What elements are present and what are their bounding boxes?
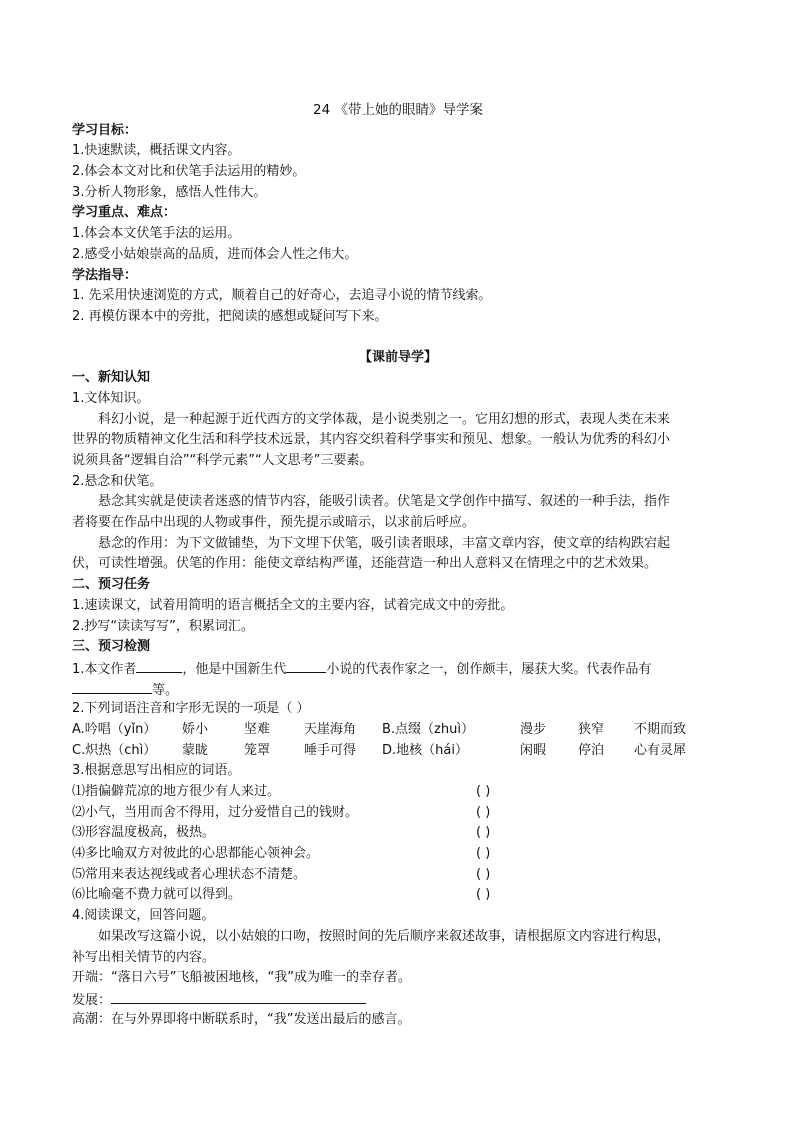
definition-item: ⑸常用来表达视线或者心理状态不清楚。 ( ) [72,865,724,886]
question-1-cont: 等。 [72,679,724,700]
option-word: 娇小 [182,721,209,737]
focus-item: 2.感受小姑娘崇高的品质，进而体会人性之伟大。 [72,246,358,262]
task-item: 1.速读课文，试着用简明的语言概括全文的主要内容，试着完成文中的旁批。 [72,597,514,613]
answer-parentheses[interactable]: ( ) [476,887,491,903]
answer-blank[interactable] [136,658,182,673]
preclass-title: 【课前导学】 [358,349,437,365]
option-row-a [72,720,724,741]
paragraph-line: 补写出相关情节的内容。 [72,949,216,965]
plot-development: 发展： [72,989,724,1010]
plot-climax: 高潮：在与外界即将中断联系时，“我”发送出最后的感言。 [72,1011,411,1027]
answer-parentheses[interactable]: ( ) [476,866,491,882]
paragraph-line: 伏，可读性增强。伏笔的作用：能使文章结构严谨，还能营造一种出人意料又在情理之中的艺术效果。 [72,556,658,572]
method-item: 2. 再模仿课本中的旁批，把阅读的感想或疑问写下来。 [72,308,388,324]
answer-parentheses[interactable]: ( ) [476,784,491,799]
question-4: 4.阅读课文，回答问题。 [72,908,215,924]
answer-blank[interactable] [72,679,152,694]
option-word: 不期而致 [634,721,687,737]
focus-item: 1.体会本文伏笔手法的运用。 [72,226,241,242]
option-word: 漫步 [520,721,547,737]
definition-item: ⑷多比喻双方对彼此的心思都能心领神会。 ( ) [72,844,724,865]
definition-item: ⑹比喻毫不费力就可以得到。 ( ) [72,885,724,906]
definition-item: ⑶形容温度极高，极热。 ( ) [72,823,724,844]
answer-parentheses[interactable]: ( ) [476,804,491,820]
goal-item: 2.体会本文对比和伏笔手法运用的精妙。 [72,164,306,180]
option-a[interactable]: A.吟唱（yǐn） [72,721,157,737]
page-title: 24 《带上她的眼睛》导学案 [313,102,483,118]
answer-parentheses[interactable]: ( ) [476,846,491,862]
option-word: 狭窄 [578,721,605,737]
answer-blank[interactable] [286,658,326,673]
plot-start: 开端：“落日六号”飞船被困地核，“我”成为唯一的幸存者。 [72,970,411,986]
section-heading: 一、新知认知 [72,370,151,386]
option-word: 坚难 [244,721,271,737]
subheading: 2.悬念和伏笔。 [72,473,163,489]
option-word: 蒙眬 [182,742,209,758]
section-heading: 三、预习检测 [72,639,151,655]
focus-heading: 学习重点、难点： [72,205,177,221]
option-word: 笼罩 [244,742,271,758]
paragraph-line: 悬念其实就是使读者迷惑的情节内容，能吸引读者。伏笔是文学创作中描写、叙述的一种手法，指作 [98,494,671,510]
question-2: 2.下列词语注音和字形无误的一项是（ ） [72,701,310,717]
answer-parentheses[interactable]: ( ) [476,825,491,841]
option-word: 唾手可得 [304,742,357,758]
option-c[interactable]: C.炽热（chì） [72,742,157,758]
paragraph-line: 者将要在作品中出现的人物或事件，预先提示或暗示，以求前后呼应。 [72,515,476,531]
option-row-c [72,741,724,762]
option-b[interactable]: B.点缀（zhuì） [382,721,474,737]
definition-item: ⑵小气，当用而舍不得用，过分爱惜自己的钱财。 ( ) [72,803,724,824]
task-item: 2.抄写“读读写写”，积累词汇。 [72,618,254,634]
section-heading: 二、预习任务 [72,577,151,593]
option-word: 闲暇 [520,742,547,758]
method-item: 1. 先采用快速浏览的方式，顺着自己的好奇心，去追寻小说的情节线索。 [72,288,492,304]
definition-item: ⑴指偏僻荒凉的地方很少有人来过。 ( ) [72,782,724,803]
answer-blank[interactable] [111,989,366,1004]
goal-item: 3.分析人物形象，感悟人性伟大。 [72,184,267,200]
goals-heading: 学习目标： [72,122,138,138]
option-d[interactable]: D.地核（hái） [382,742,468,758]
question-3: 3.根据意思写出相应的词语。 [72,763,241,779]
option-word: 心有灵犀 [634,742,687,758]
paragraph-line: 说须具备“逻辑自洽”“科学元素”“人文思考”三要素。 [72,453,373,468]
goal-item: 1.快速默读，概括课文内容。 [72,143,241,159]
option-word: 天崖海角 [304,721,357,737]
question-1: 1.本文作者 ，他是中国新生代 小说的代表作家之一，创作颇丰，屡获大奖。代表作品有 [72,658,724,679]
paragraph-line: 世界的物质精神文化生活和科学技术远景，其内容交织着科学事实和预见、想象。一般认为优秀的科幻小 [72,432,671,448]
worksheet [72,100,724,1030]
method-heading: 学法指导： [72,267,138,283]
subheading: 1.文体知识。 [72,390,150,406]
paragraph-line: 科幻小说，是一种起源于近代西方的文学体裁，是小说类别之一。它用幻想的形式，表现人类在未来 [98,411,671,427]
option-word: 停泊 [578,742,605,758]
paragraph-line: 如果改写这篇小说，以小姑娘的口吻，按照时间的先后顺序来叙述故事，请根据原文内容进行构思， [98,928,671,944]
paragraph-line: 悬念的作用：为下文做铺垫，为下文埋下伏笔，吸引读者眼球，丰富文章内容，使文章的结构跌宕起 [98,535,671,551]
